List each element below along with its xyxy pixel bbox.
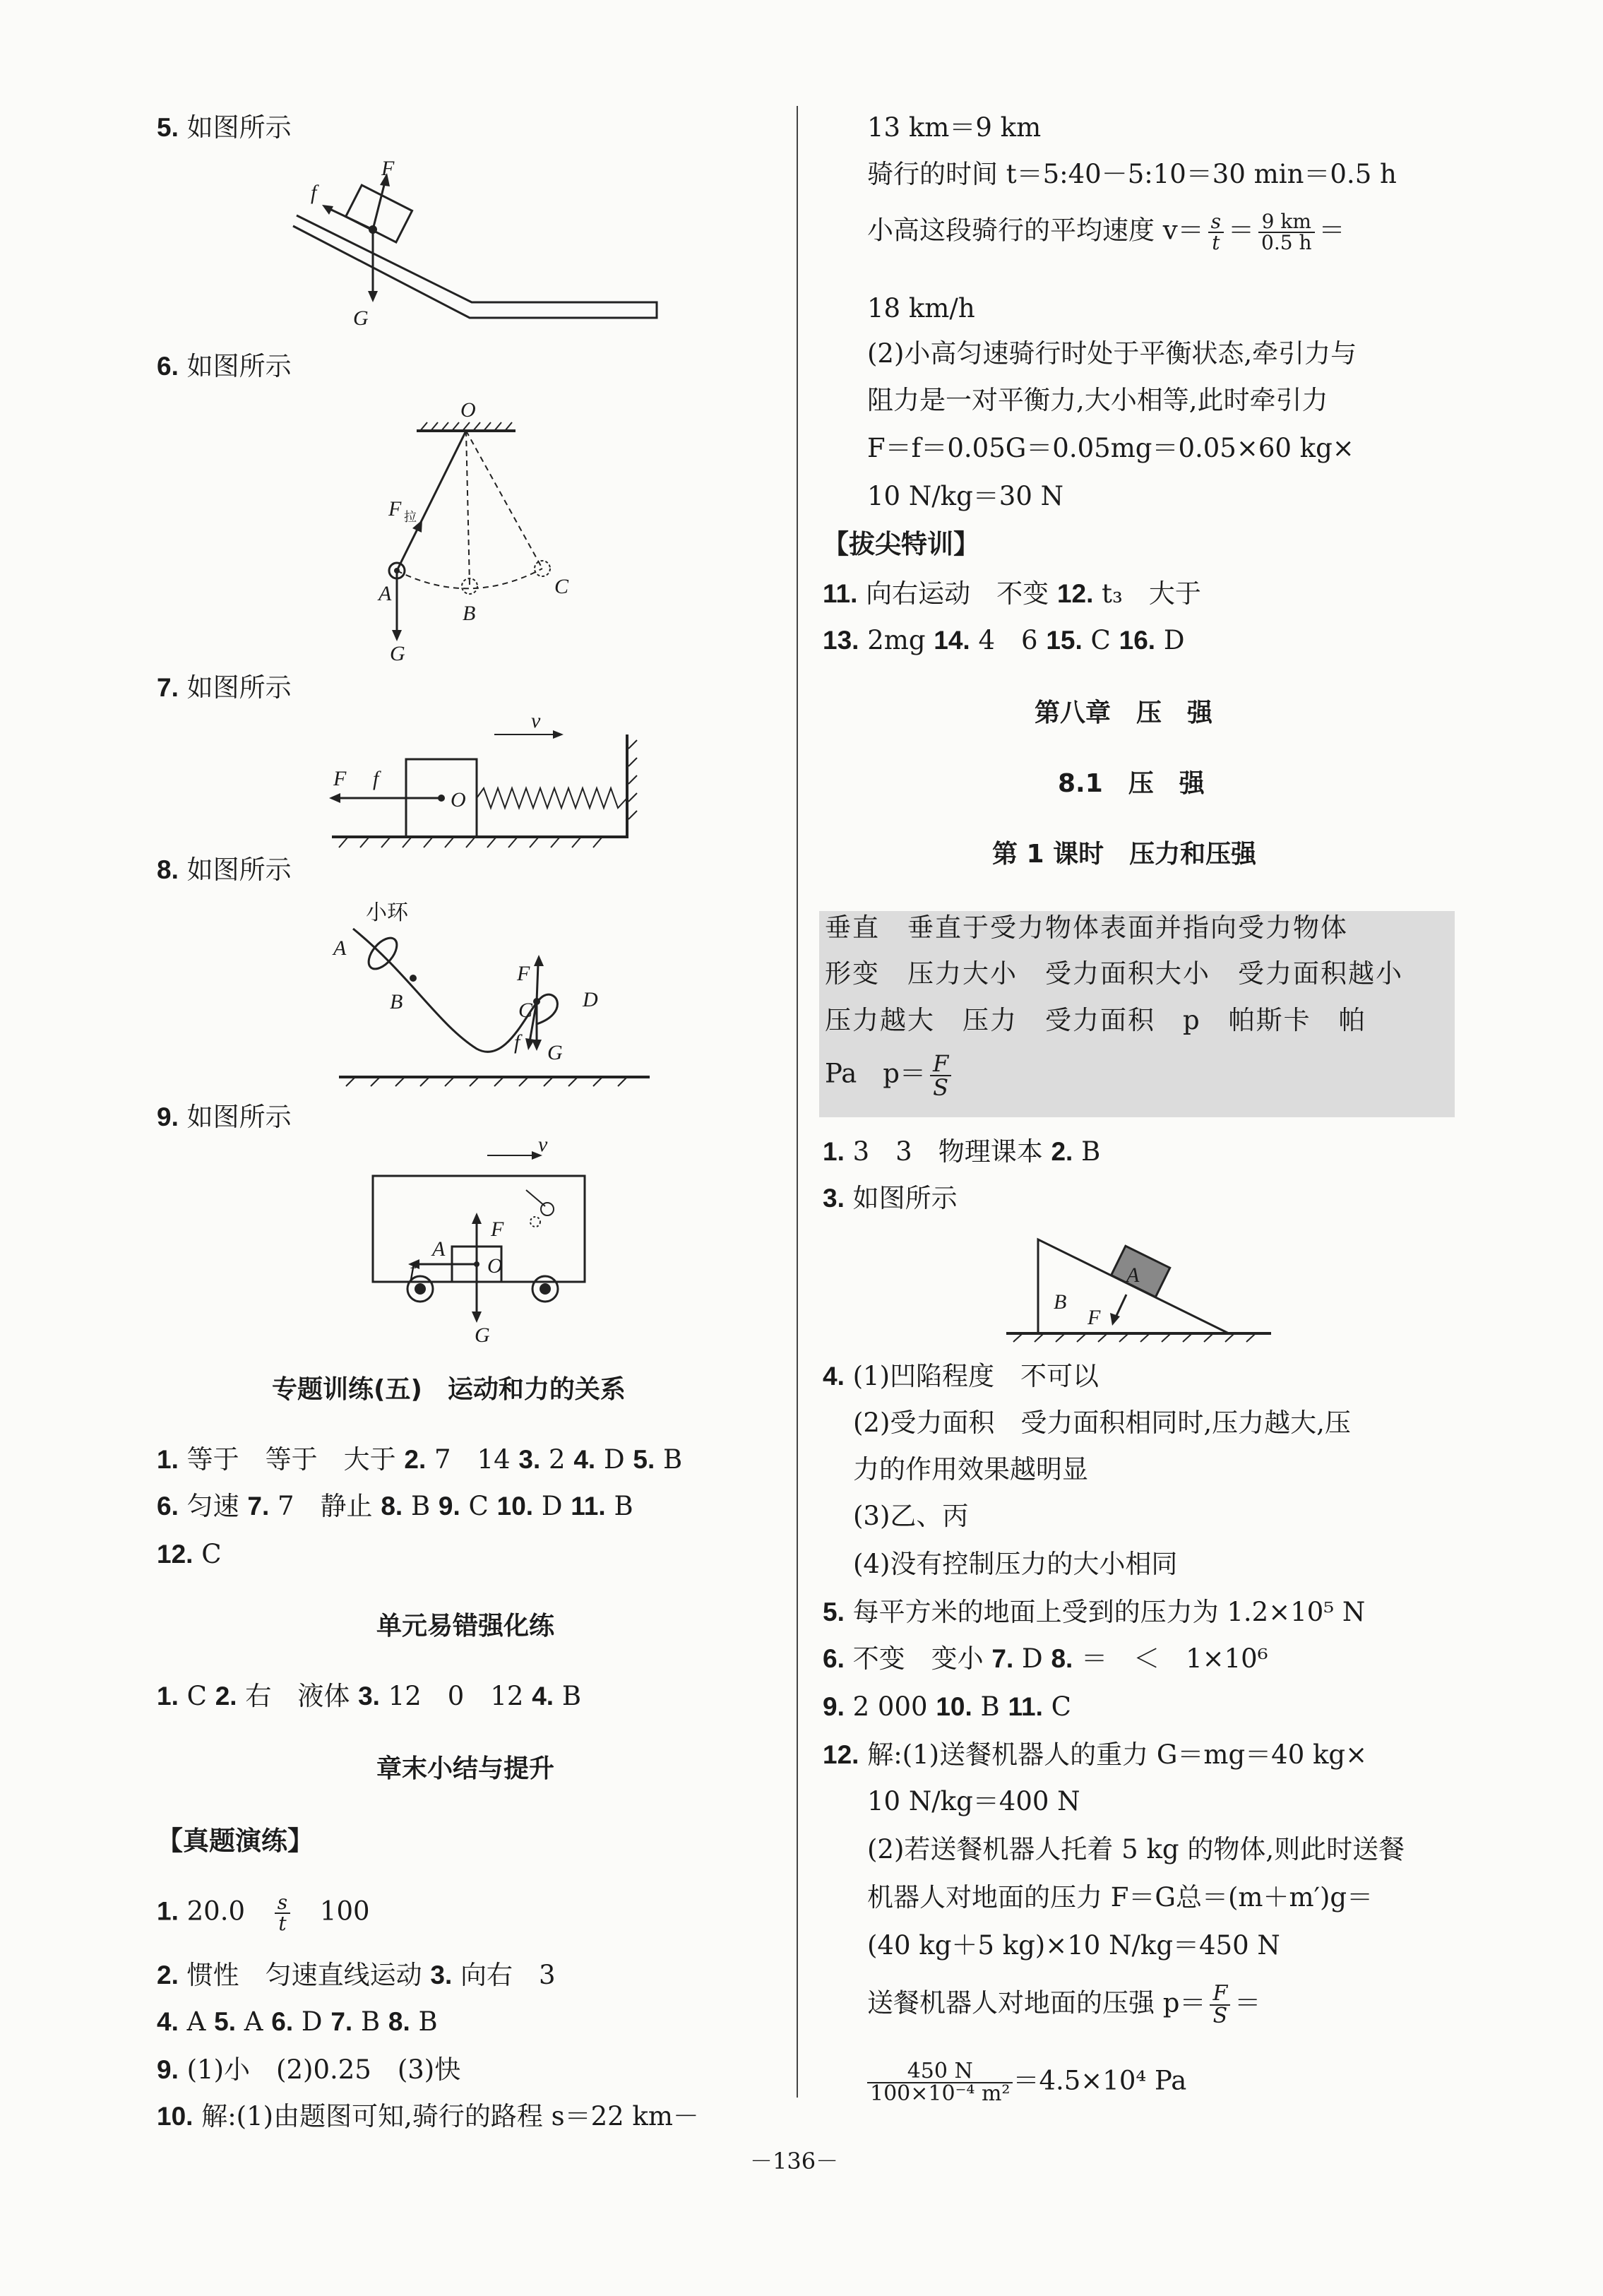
svg-text:v: v <box>538 1133 548 1156</box>
svg-text:C: C <box>518 999 533 1022</box>
solution-line: 送餐机器人对地面的压强 p＝ $\frac{F}{S}$ ＝ <box>867 1981 1261 2028</box>
question-8: 8. 如图所示 <box>157 855 292 885</box>
figure-9-cart <box>353 1133 607 1347</box>
question-9: 9. 如图所示 <box>157 1102 292 1132</box>
svg-text:O: O <box>451 788 466 811</box>
svg-text:B: B <box>1054 1290 1067 1314</box>
section-title-s5: 专题训练(五) 运动和力的关系 <box>272 1375 626 1404</box>
summary-line: 垂直 垂直于受力物体表面并指向受力物体 <box>825 912 1348 943</box>
question-6: 6. 如图所示 <box>157 351 292 381</box>
svg-text:F: F <box>388 497 402 521</box>
column-divider <box>797 106 798 2098</box>
answer-line: 12. C <box>157 1539 222 1569</box>
solution-line: $\frac{450 N}{\text{100×10⁻⁴ m²}}$ ＝4.5×10⁴ Pa <box>867 2061 1186 2105</box>
svg-text:D: D <box>583 988 598 1011</box>
section-title-zm: 章末小结与提升 <box>376 1754 555 1783</box>
svg-text:B: B <box>463 602 476 625</box>
svg-text:F: F <box>381 157 395 180</box>
answer-line: (4)没有控制压力的大小相同 <box>853 1549 1178 1579</box>
solution-line: 10 N/kg＝30 N <box>867 481 1064 511</box>
answer-line: 4. (1)凹陷程度 不可以 <box>823 1361 1100 1391</box>
answer-line: (3)乙、丙 <box>853 1501 969 1531</box>
solution-line: 18 km/h <box>867 293 975 323</box>
question-5: 5. 如图所示 <box>157 112 292 143</box>
subsection-label: 【真题演练】 <box>157 1826 314 1856</box>
solution-line: 小高这段骑行的平均速度 v＝ $\frac{s}{t}$ ＝ $\frac{9 km}{0.5 h}$ ＝ <box>867 210 1345 254</box>
solution-line: (2)若送餐机器人托着 5 kg 的物体,则此时送餐 <box>867 1834 1405 1864</box>
svg-text:F: F <box>333 767 347 790</box>
solution-line: 13 km＝9 km <box>867 112 1042 143</box>
answer-line: 1. 3 3 物理课本 2. B <box>823 1136 1101 1167</box>
svg-text:O: O <box>460 398 476 422</box>
svg-text:f: f <box>514 1030 520 1054</box>
answer-line: 力的作用效果越明显 <box>853 1454 1088 1485</box>
svg-text:小环: 小环 <box>366 900 408 925</box>
svg-text:f: f <box>373 767 379 790</box>
answer-line: (2)受力面积 受力面积相同时,压力越大,压 <box>853 1408 1351 1438</box>
solution-line: (40 kg＋5 kg)×10 N/kg＝450 N <box>867 1930 1280 1961</box>
svg-text:G: G <box>353 307 369 330</box>
answer-line: 11. 向右运动 不变 12. t₃ 大于 <box>823 578 1201 609</box>
svg-text:A: A <box>1126 1263 1140 1287</box>
solution-line: 骑行的时间 t＝5:40－5:10＝30 min＝0.5 h <box>867 159 1397 189</box>
svg-text:A: A <box>432 1237 446 1261</box>
summary-line: Pa p＝ $\frac{F}{S}$ <box>825 1052 955 1099</box>
question-3: 3. 如图所示 <box>823 1183 958 1213</box>
answer-line: 6. 不变 变小 7. D 8. ＝ ＜ 1×10⁶ <box>823 1643 1268 1674</box>
svg-text:G: G <box>390 642 405 665</box>
svg-text:O: O <box>487 1254 503 1278</box>
svg-text:G: G <box>475 1324 490 1347</box>
subsection-label: 【拔尖特训】 <box>823 529 979 559</box>
solution-line: F＝f＝0.05G＝0.05mg＝0.05×60 kg× <box>867 433 1354 463</box>
chapter-title: 第八章 压 强 <box>1035 698 1213 727</box>
page-number: －136－ <box>750 2148 839 2175</box>
figure-3-wedge <box>1003 1225 1285 1338</box>
answer-line: 1. C 2. 右 液体 3. 12 0 12 4. B <box>157 1681 582 1711</box>
answer-line: 5. 每平方米的地面上受到的压力为 1.2×10⁵ N <box>823 1597 1366 1627</box>
svg-text:v: v <box>531 709 541 732</box>
answer-line: 1. 20.0 $\frac{s}{t}$ 100 <box>157 1891 370 1935</box>
figure-5-incline <box>282 155 678 339</box>
answer-line: 4. A 5. A 6. D 7. B 8. B <box>157 2006 438 2037</box>
svg-text:拉: 拉 <box>404 510 417 525</box>
figure-6-pendulum <box>353 395 607 664</box>
solution-line: 阻力是一对平衡力,大小相等,此时牵引力 <box>867 385 1328 415</box>
svg-text:B: B <box>390 990 403 1013</box>
svg-text:A: A <box>379 582 392 605</box>
figure-7-spring-block <box>318 706 650 847</box>
svg-text:F: F <box>517 962 530 985</box>
svg-text:G: G <box>547 1041 563 1064</box>
section-title-dy: 单元易错强化练 <box>376 1612 555 1641</box>
answer-line: 9. 2 000 10. B 11. C <box>823 1691 1071 1722</box>
answer-line: 1. 等于 等于 大于 2. 7 14 3. 2 4. D 5. B <box>157 1444 683 1475</box>
lesson-title: 第 1 课时 压力和压强 <box>992 840 1257 869</box>
svg-text:C: C <box>554 575 569 598</box>
solution-line: (2)小高匀速骑行时处于平衡状态,牵引力与 <box>867 338 1357 369</box>
answer-line: 13. 2mg 14. 4 6 15. C 16. D <box>823 625 1185 655</box>
solution-line: 机器人对地面的压力 F＝G总＝(m＋m′)g＝ <box>867 1882 1373 1913</box>
summary-line: 形变 压力大小 受力面积大小 受力面积越小 <box>825 958 1403 989</box>
answer-line: 6. 匀速 7. 7 静止 8. B 9. C 10. D 11. B <box>157 1491 633 1521</box>
svg-text:f: f <box>311 181 317 204</box>
summary-line: 压力越大 压力 受力面积 p 帕斯卡 帕 <box>825 1005 1366 1035</box>
svg-text:f: f <box>410 1259 416 1282</box>
figure-8-ring-track <box>325 897 664 1088</box>
answer-line: 9. (1)小 (2)0.25 (3)快 <box>157 2054 461 2085</box>
answer-line: 12. 解:(1)送餐机器人的重力 G＝mg＝40 kg× <box>823 1739 1368 1770</box>
svg-text:F: F <box>1087 1306 1101 1329</box>
answer-line: 10. 解:(1)由题图可知,骑行的路程 s＝22 km－ <box>157 2101 699 2131</box>
svg-text:F: F <box>491 1218 504 1241</box>
svg-text:A: A <box>333 936 347 960</box>
answer-line: 2. 惯性 匀速直线运动 3. 向右 3 <box>157 1960 556 1990</box>
question-7: 7. 如图所示 <box>157 672 292 703</box>
section-title-8-1: 8.1 压 强 <box>1058 769 1205 798</box>
solution-line: 10 N/kg＝400 N <box>867 1786 1080 1816</box>
